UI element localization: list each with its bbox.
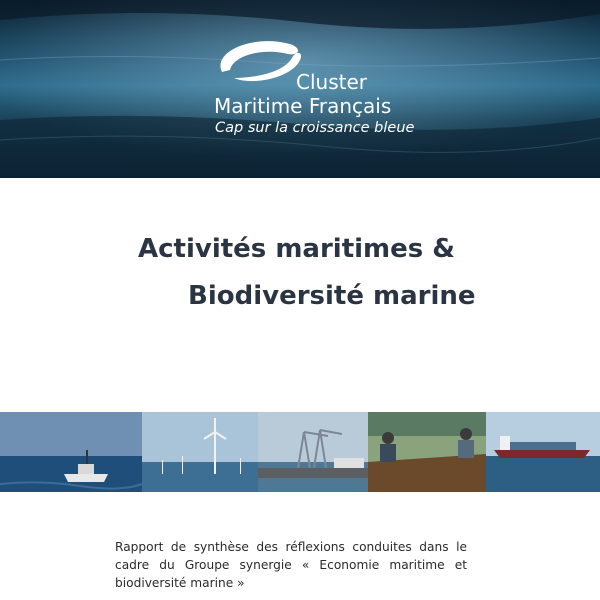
cluster-maritime-logo-icon <box>212 30 307 90</box>
cargo-ship-photo <box>486 412 600 492</box>
fishing-boat-photo <box>0 412 142 492</box>
brand-tagline: Cap sur la croissance bleue <box>215 120 415 136</box>
header-banner <box>0 0 600 178</box>
wind-turbines-photo <box>142 412 258 492</box>
brand-name-line1: Cluster <box>296 70 367 94</box>
document-title-line2: Biodiversité marine <box>188 281 476 311</box>
report-summary: Rapport de synthèse des réflexions conduites dans le cadre du Groupe synergie « Economie maritime et biodiversité marine » <box>115 540 467 590</box>
port-cranes-photo <box>258 412 368 492</box>
shellfish-farming-photo <box>368 412 486 492</box>
document-title-line1: Activités maritimes & <box>138 234 455 264</box>
photo-strip <box>0 412 600 492</box>
brand-name-line2: Maritime Français <box>214 94 392 118</box>
